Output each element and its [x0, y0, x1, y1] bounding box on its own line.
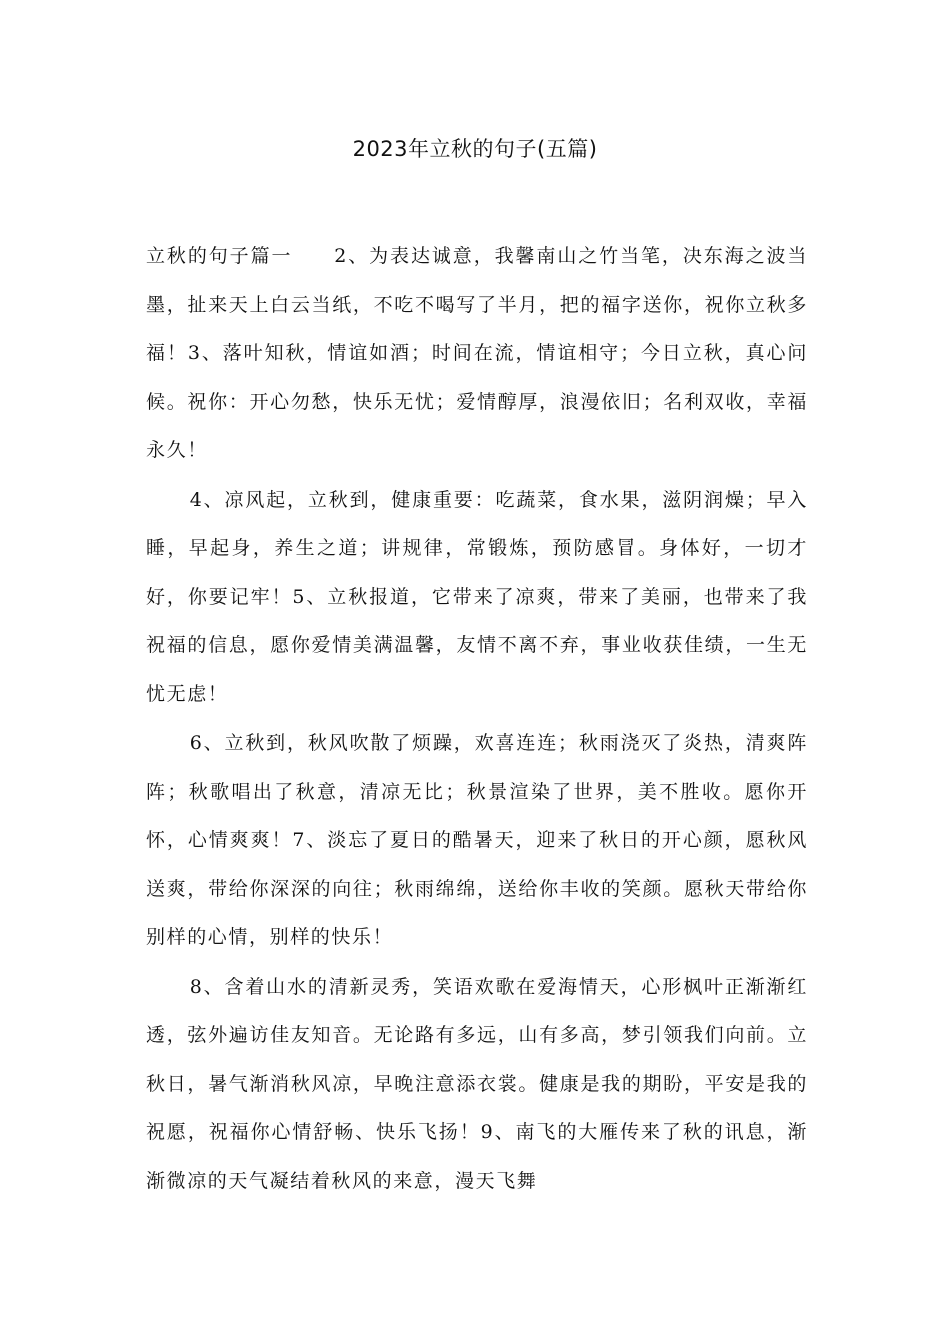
paragraph-2: 4、凉风起，立秋到，健康重要：吃蔬菜，食水果，滋阴润燥；早入睡，早起身，养生之道；讲规律，常锻炼，预防感冒。身体好，一切才好，你要记牢！5、立秋报道，它带来了凉爽，带来了美丽，也带来了我祝福的信息，愿你爱情美满温馨，友情不离不弃，事业收获佳绩，一生无忧无虑！	[146, 488, 808, 705]
document-title: 2023年立秋的句子(五篇)	[352, 137, 598, 161]
paragraph-3: 6、立秋到，秋风吹散了烦躁，欢喜连连；秋雨浇灭了炎热，清爽阵阵；秋歌唱出了秋意，清凉无比；秋景渲染了世界，美不胜收。愿你开怀，心情爽爽！7、淡忘了夏日的酷暑天，迎来了秋日的开心颜，愿秋风送爽，带给你深深的向往；秋雨绵绵，送给你丰收的笑颜。愿秋天带给你别样的心情，别样的快乐！	[146, 732, 808, 948]
paragraph-1: 立秋的句子篇一 2、为表达诚意，我馨南山之竹当笔，决东海之波当墨，扯来天上白云当纸，不吃不喝写了半月，把的福字送你，祝你立秋多福！3、落叶知秋，情谊如酒；时间在流，情谊相守；今日立秋，真心问候。祝你：开心勿愁，快乐无忧；爱情醇厚，浪漫依旧；名利双收，幸福永久！	[146, 245, 808, 461]
paragraph-4: 8、含着山水的清新灵秀，笑语欢歌在爱海情天，心形枫叶正渐渐红透，弦外遍访佳友知音。无论路有多远，山有多高，梦引领我们向前。立秋日，暑气渐消秋风凉，早晚注意添衣裳。健康是我的期盼，平安是我的祝愿，祝福你心情舒畅、快乐飞扬！9、南飞的大雁传来了秋的讯息，渐渐微凉的天气凝结着秋风的来意，漫天飞舞	[146, 975, 808, 1192]
document-body	[146, 232, 808, 1205]
